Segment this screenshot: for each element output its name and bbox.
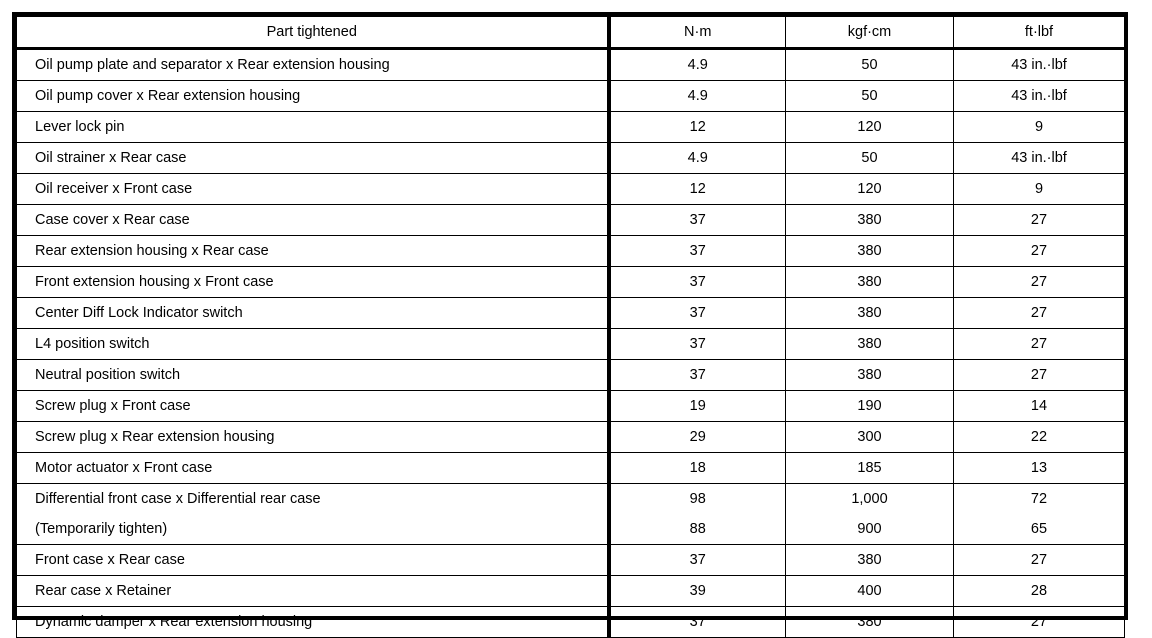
table-row bbox=[17, 267, 1125, 298]
cell-ftlbf: 28 bbox=[954, 576, 1125, 607]
cell-ftlbf: 27 bbox=[954, 360, 1125, 391]
cell-ftlbf: 27 bbox=[954, 329, 1125, 360]
cell-ftlbf: 9 bbox=[954, 174, 1125, 205]
cell-kgfcm: 50 bbox=[786, 49, 954, 81]
cell-kgfcm: 400 bbox=[786, 576, 954, 607]
cell-part: Oil receiver x Front case bbox=[17, 174, 609, 205]
cell-nm: 37 bbox=[609, 205, 786, 236]
cell-nm: 37 bbox=[609, 360, 786, 391]
cell-nm: 37 bbox=[609, 236, 786, 267]
cell-ftlbf: 27 bbox=[954, 205, 1125, 236]
table-row bbox=[17, 545, 1125, 576]
table-row bbox=[17, 298, 1125, 329]
cell-kgfcm: 380 bbox=[786, 205, 954, 236]
cell-ftlbf: 27 bbox=[954, 236, 1125, 267]
cell-kgfcm: 120 bbox=[786, 174, 954, 205]
cell-nm: 12 bbox=[609, 174, 786, 205]
cell-ftlbf: 13 bbox=[954, 453, 1125, 484]
cell-ftlbf: 27 bbox=[954, 298, 1125, 329]
cell-ftlbf: 27 bbox=[954, 545, 1125, 576]
cell-nm: 37 bbox=[609, 298, 786, 329]
cell-kgfcm: 1,000 bbox=[786, 484, 954, 515]
table-row bbox=[17, 607, 1125, 638]
cell-kgfcm: 380 bbox=[786, 236, 954, 267]
cell-part: Screw plug x Rear extension housing bbox=[17, 422, 609, 453]
cell-kgfcm: 380 bbox=[786, 607, 954, 638]
cell-kgfcm: 300 bbox=[786, 422, 954, 453]
cell-part: L4 position switch bbox=[17, 329, 609, 360]
cell-nm: 37 bbox=[609, 545, 786, 576]
table-row bbox=[17, 143, 1125, 174]
table-row bbox=[17, 236, 1125, 267]
cell-part: Neutral position switch bbox=[17, 360, 609, 391]
cell-nm: 37 bbox=[609, 329, 786, 360]
table-row bbox=[17, 174, 1125, 205]
cell-part: Motor actuator x Front case bbox=[17, 453, 609, 484]
cell-kgfcm: 120 bbox=[786, 112, 954, 143]
cell-part: (Temporarily tighten) bbox=[17, 514, 609, 545]
table-row bbox=[17, 112, 1125, 143]
cell-ftlbf: 9 bbox=[954, 112, 1125, 143]
table-row bbox=[17, 81, 1125, 112]
table-row bbox=[17, 576, 1125, 607]
cell-kgfcm: 185 bbox=[786, 453, 954, 484]
table-body bbox=[17, 49, 1125, 638]
cell-part: Oil strainer x Rear case bbox=[17, 143, 609, 174]
cell-kgfcm: 380 bbox=[786, 545, 954, 576]
table-row bbox=[17, 453, 1125, 484]
cell-ftlbf: 72 bbox=[954, 484, 1125, 515]
cell-kgfcm: 50 bbox=[786, 81, 954, 112]
cell-kgfcm: 380 bbox=[786, 298, 954, 329]
cell-ftlbf: 27 bbox=[954, 607, 1125, 638]
cell-kgfcm: 380 bbox=[786, 267, 954, 298]
cell-part: Screw plug x Front case bbox=[17, 391, 609, 422]
cell-ftlbf: 43 in.·lbf bbox=[954, 49, 1125, 81]
cell-part: Center Diff Lock Indicator switch bbox=[17, 298, 609, 329]
table-row bbox=[17, 422, 1125, 453]
cell-part: Oil pump cover x Rear extension housing bbox=[17, 81, 609, 112]
cell-ftlbf: 65 bbox=[954, 514, 1125, 545]
cell-ftlbf: 43 in.·lbf bbox=[954, 143, 1125, 174]
cell-kgfcm: 380 bbox=[786, 360, 954, 391]
cell-ftlbf: 14 bbox=[954, 391, 1125, 422]
cell-nm: 29 bbox=[609, 422, 786, 453]
cell-kgfcm: 900 bbox=[786, 514, 954, 545]
header-nm: N·m bbox=[609, 17, 786, 49]
cell-part: Front extension housing x Front case bbox=[17, 267, 609, 298]
cell-nm: 37 bbox=[609, 607, 786, 638]
header-part: Part tightened bbox=[17, 17, 609, 49]
cell-part: Front case x Rear case bbox=[17, 545, 609, 576]
cell-nm: 18 bbox=[609, 453, 786, 484]
cell-nm: 12 bbox=[609, 112, 786, 143]
cell-part: Rear extension housing x Rear case bbox=[17, 236, 609, 267]
cell-nm: 4.9 bbox=[609, 81, 786, 112]
cell-part: Rear case x Retainer bbox=[17, 576, 609, 607]
table-row bbox=[17, 484, 1125, 515]
cell-kgfcm: 50 bbox=[786, 143, 954, 174]
cell-part: Case cover x Rear case bbox=[17, 205, 609, 236]
cell-nm: 37 bbox=[609, 267, 786, 298]
cell-nm: 98 bbox=[609, 484, 786, 515]
header-kgfcm: kgf·cm bbox=[786, 17, 954, 49]
table-row bbox=[17, 205, 1125, 236]
table-row bbox=[17, 49, 1125, 81]
cell-nm: 4.9 bbox=[609, 49, 786, 81]
cell-part: Lever lock pin bbox=[17, 112, 609, 143]
cell-nm: 39 bbox=[609, 576, 786, 607]
cell-kgfcm: 380 bbox=[786, 329, 954, 360]
cell-part: Oil pump plate and separator x Rear extension housing bbox=[17, 49, 609, 81]
torque-spec-table bbox=[16, 16, 1125, 638]
cell-ftlbf: 27 bbox=[954, 267, 1125, 298]
cell-part: Differential front case x Differential rear case bbox=[17, 484, 609, 515]
cell-nm: 19 bbox=[609, 391, 786, 422]
cell-part: Dynamic damper x Rear extension housing bbox=[17, 607, 609, 638]
table-row bbox=[17, 514, 1125, 545]
cell-ftlbf: 43 in.·lbf bbox=[954, 81, 1125, 112]
torque-spec-table-frame bbox=[12, 12, 1128, 630]
table-header-row bbox=[17, 17, 1125, 49]
table-row bbox=[17, 391, 1125, 422]
header-ftlbf: ft·lbf bbox=[954, 17, 1125, 49]
cell-kgfcm: 190 bbox=[786, 391, 954, 422]
cell-nm: 88 bbox=[609, 514, 786, 545]
cell-ftlbf: 22 bbox=[954, 422, 1125, 453]
table-row bbox=[17, 329, 1125, 360]
table-row bbox=[17, 360, 1125, 391]
cell-nm: 4.9 bbox=[609, 143, 786, 174]
